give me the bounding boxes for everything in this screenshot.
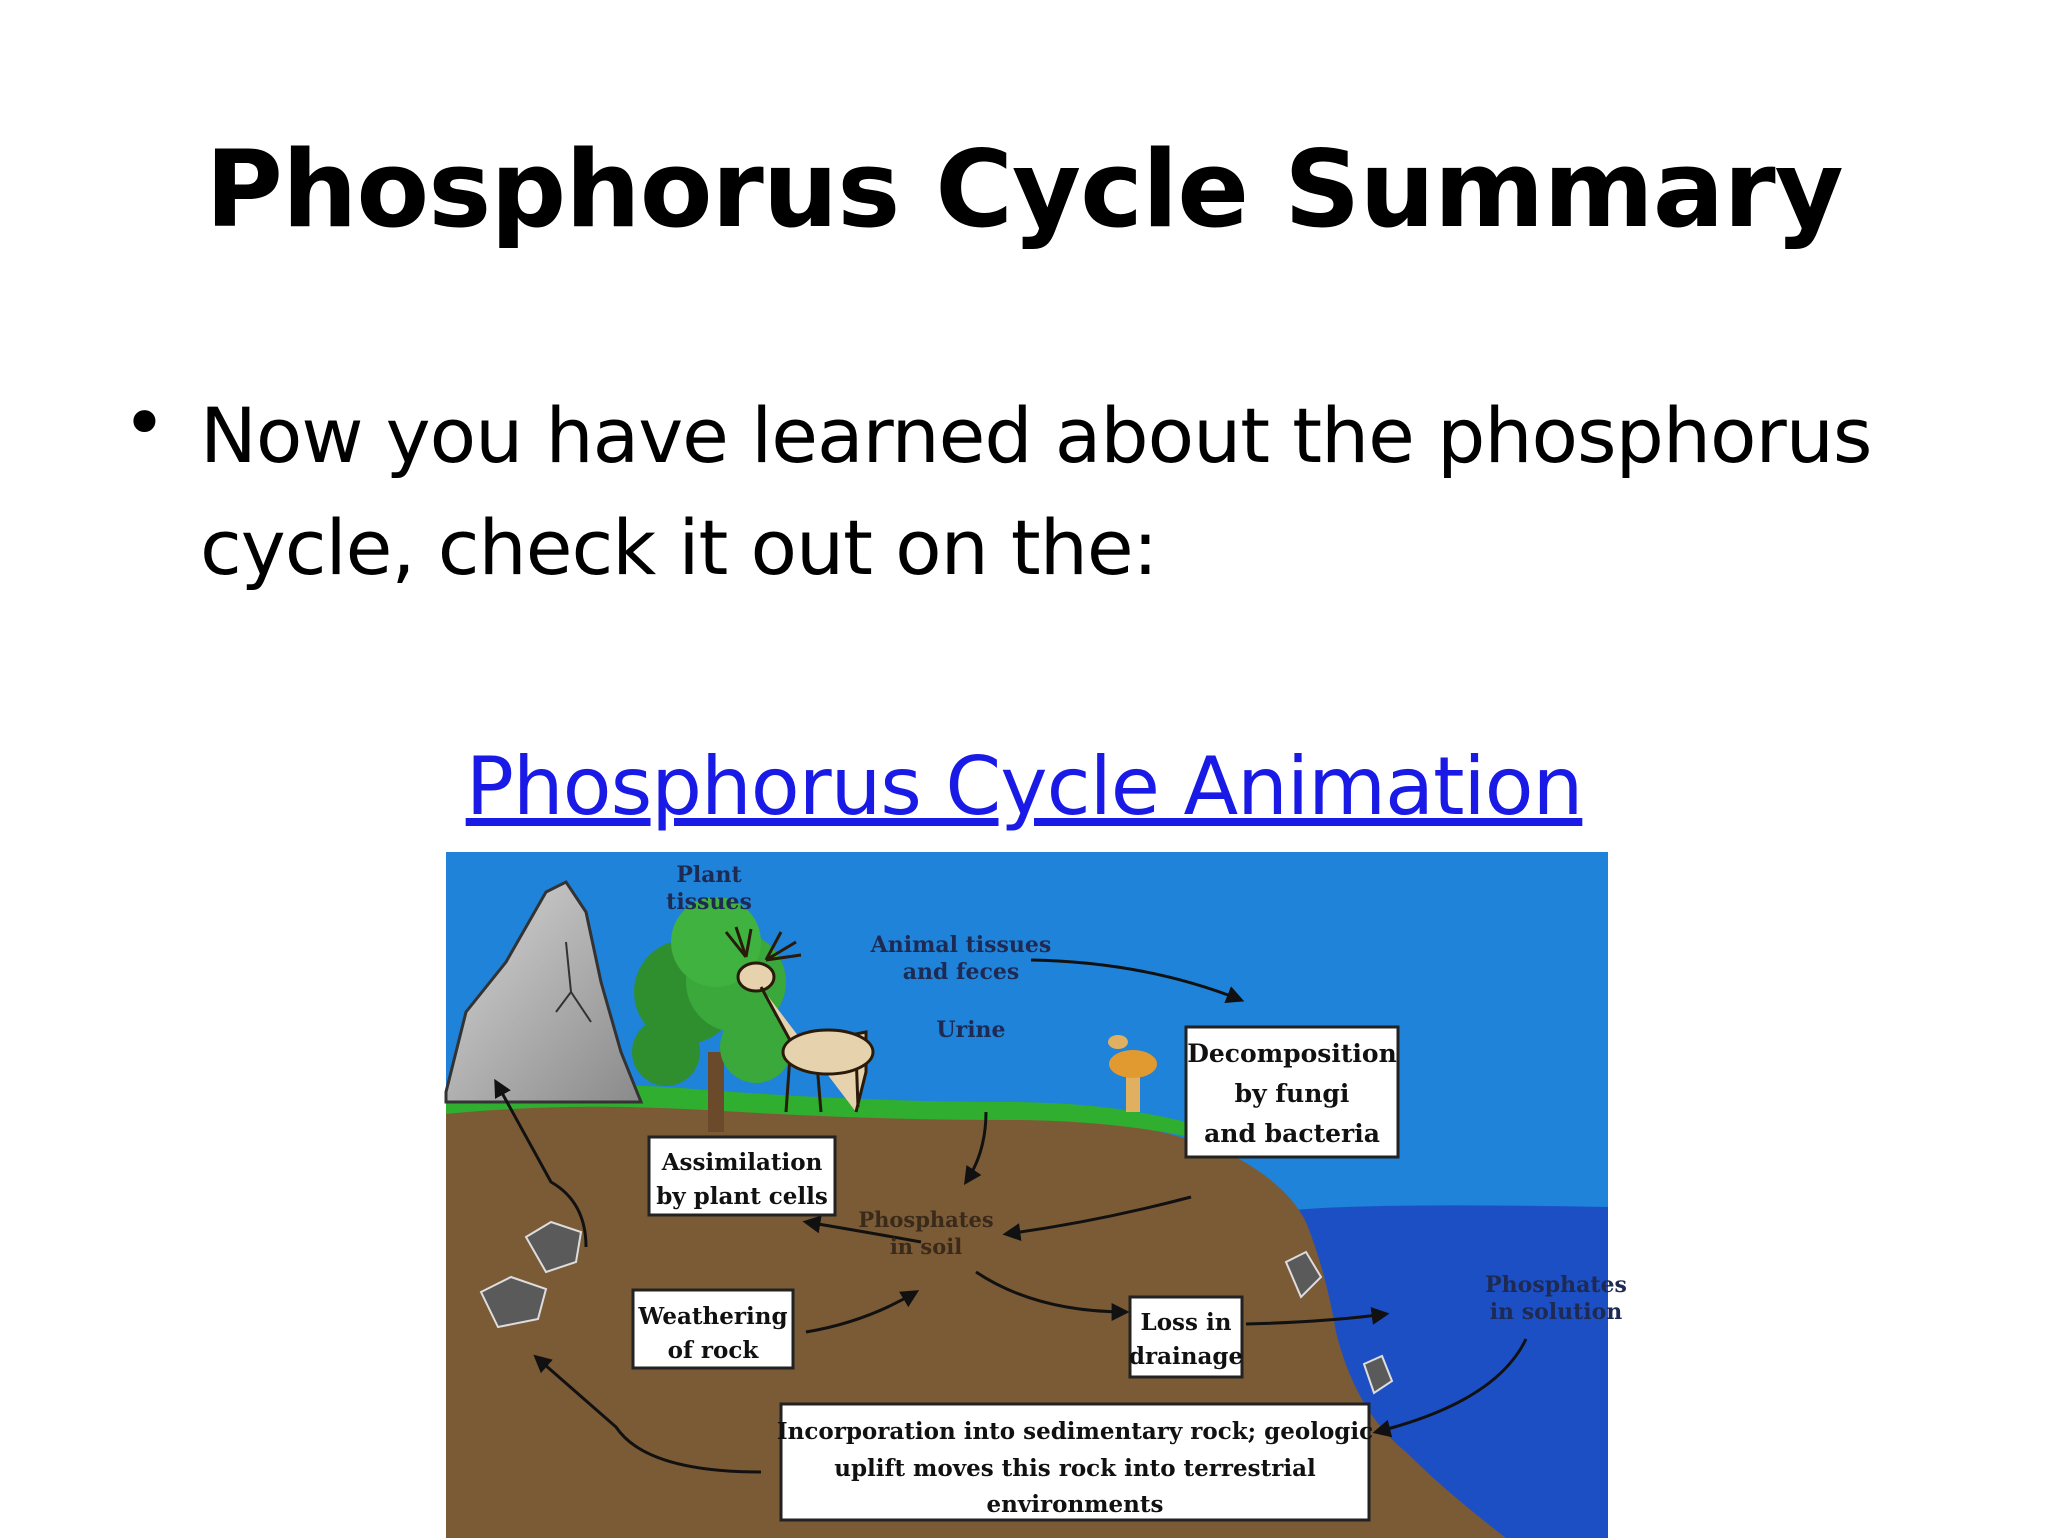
incorporation-line-3: environments — [986, 1491, 1164, 1518]
weathering-line-2: of rock — [667, 1337, 759, 1364]
incorporation-line-2: uplift moves this rock into terrestrial — [834, 1455, 1316, 1482]
label-animal-1: Animal tissues — [870, 932, 1052, 958]
loss-line-1: Loss in — [1140, 1309, 1232, 1336]
assimilation-line-2: by plant cells — [656, 1183, 828, 1210]
label-plant-tissues-1: Plant — [676, 862, 742, 888]
decomposition-line-1: Decomposition — [1187, 1039, 1397, 1068]
phosphorus-cycle-diagram — [446, 852, 1627, 1538]
phosphorus-cycle-animation-link[interactable]: Phosphorus Cycle Animation — [465, 740, 1583, 833]
label-plant-tissues-2: tissues — [666, 889, 752, 915]
bullet-line-2: cycle, check it out on the: — [200, 503, 1158, 592]
incorporation-line-1: Incorporation into sedimentary rock; geologic — [776, 1418, 1374, 1445]
assimilation-line-1: Assimilation — [661, 1149, 823, 1176]
decomposition-line-3: and bacteria — [1204, 1119, 1380, 1148]
label-animal-2: and feces — [902, 959, 1020, 985]
bullet-marker: • — [122, 378, 167, 467]
label-urine: Urine — [936, 1017, 1006, 1043]
slide-title: Phosphorus Cycle Summary — [205, 128, 1843, 251]
bullet-text — [200, 380, 2000, 604]
label-phosphates-solution-1: Phosphates — [1485, 1272, 1627, 1298]
label-phosphates-soil-1: Phosphates — [858, 1207, 994, 1232]
weathering-line-1: Weathering — [638, 1303, 788, 1330]
label-phosphates-soil-2: in soil — [889, 1234, 963, 1259]
label-phosphates-solution-2: in solution — [1489, 1299, 1623, 1325]
bullet-line-1: Now you have learned about the phosphorus — [200, 391, 1872, 480]
decomposition-line-2: by fungi — [1234, 1079, 1350, 1108]
loss-line-2: drainage — [1128, 1343, 1244, 1370]
